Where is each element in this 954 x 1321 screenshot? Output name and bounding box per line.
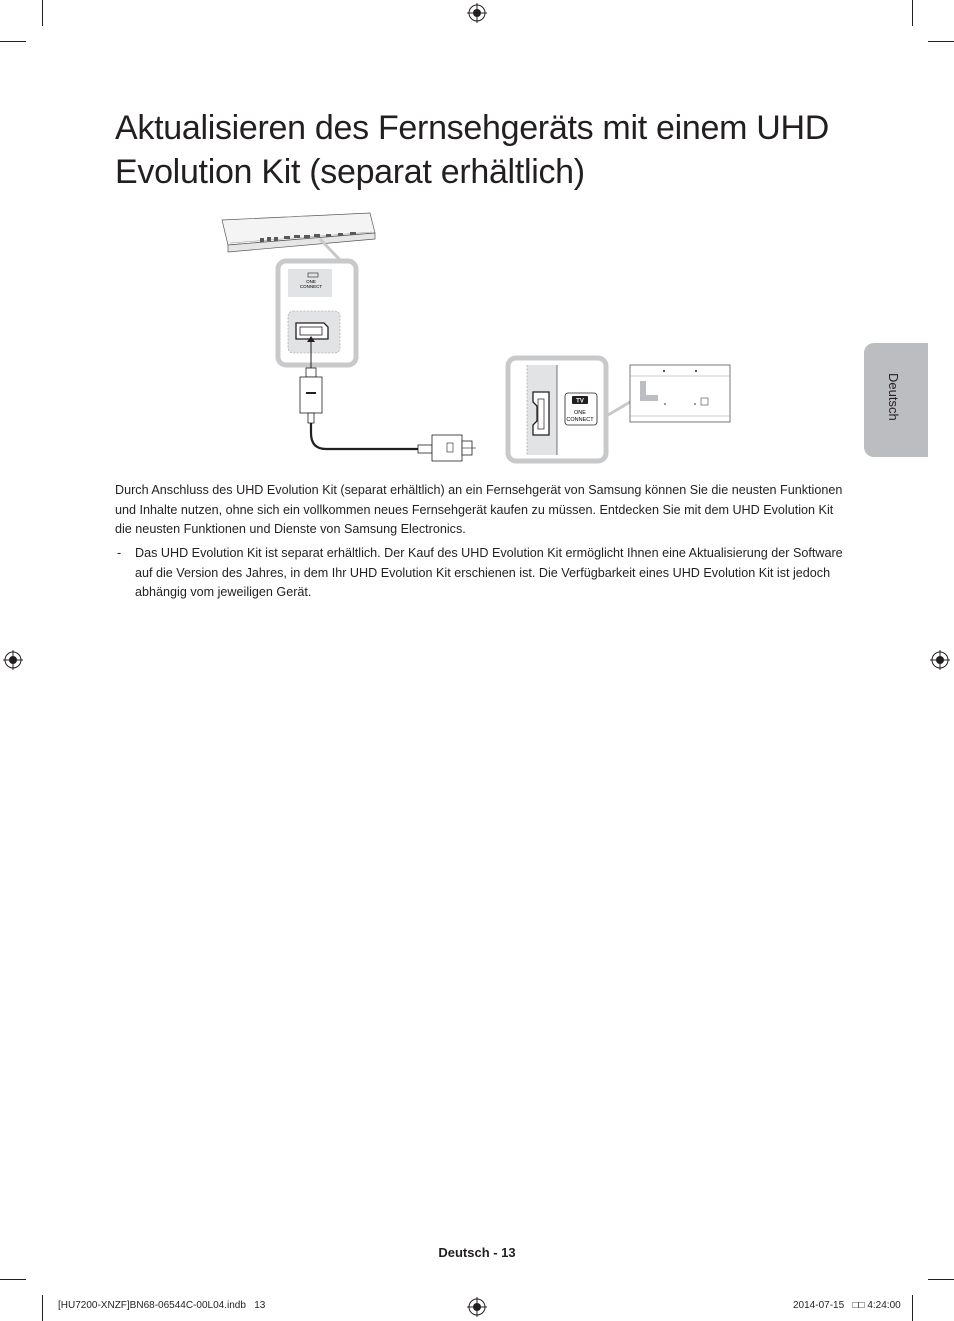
one-connect-box-illustration xyxy=(222,213,375,252)
language-tab-label: Deutsch xyxy=(886,373,901,421)
box-port-label-line2: CONNECT xyxy=(299,284,323,289)
crop-mark-top-right-h xyxy=(928,41,954,42)
crop-mark-bottom-right-h xyxy=(928,1279,954,1280)
crop-mark-bottom-left-v xyxy=(42,1295,43,1321)
file-slug: [HU7200-XNZF]BN68-06544C-00L04.indb 13 xyxy=(58,1300,266,1311)
intro-paragraph: Durch Anschluss des UHD Evolution Kit (separat erhältlich) an ein Fernsehgerät von Samsung können Sie die neusten Funktionen und Inhalte nutzen, ohne sich ein vollkommen neues Fernsehgerät kaufen zu müssen. Entdecken Sie mit dem UHD Evolution Kit die neusten Funktionen und Dienste von Samsung Electronics. xyxy=(115,483,843,536)
crop-mark-bottom-left-h xyxy=(0,1279,26,1280)
registration-mark-icon xyxy=(3,650,23,670)
registration-mark-icon xyxy=(930,650,950,670)
tv-label: TV xyxy=(576,398,584,405)
crop-mark-top-left-v xyxy=(42,0,43,26)
box-port-callout xyxy=(278,261,356,365)
date-slug: 2014-07-15 □□ 4:24:00 xyxy=(793,1300,901,1311)
tv-port-callout xyxy=(508,358,606,461)
tv-back-thumbnail xyxy=(630,365,730,422)
note-item xyxy=(115,544,850,603)
page-title: Aktualisieren des Fernsehgeräts mit einem UHD Evolution Kit (separat erhältlich) xyxy=(115,109,830,191)
crop-mark-bottom-right-v xyxy=(912,1295,913,1321)
registration-mark-icon xyxy=(467,1297,487,1317)
cable-plug-lower xyxy=(418,435,476,461)
note-text: Das UHD Evolution Kit ist separat erhältlich. Der Kauf des UHD Evolution Kit ermöglicht Ihnen eine Aktualisierung der Software auf die Version des Jahres, in dem Ihr UHD Evolution Kit erschienen ist. Die Verfügbarkeit eines UHD Evolution Kit ist jedoch abhängig vom jeweiligen Gerät. xyxy=(135,546,843,599)
language-side-tab xyxy=(864,343,928,457)
registration-mark-icon xyxy=(467,3,487,23)
connection-diagram xyxy=(210,205,740,470)
crop-mark-top-left-h xyxy=(0,41,26,42)
note-dash: - xyxy=(117,546,122,560)
crop-mark-top-right-v xyxy=(912,0,913,26)
tv-port-label-line2: CONNECT xyxy=(566,417,594,423)
page-number: Deutsch - 13 xyxy=(438,1245,516,1260)
tv-port-label-line1: ONE xyxy=(574,410,586,416)
box-port-label-line1: ONE xyxy=(306,279,316,284)
